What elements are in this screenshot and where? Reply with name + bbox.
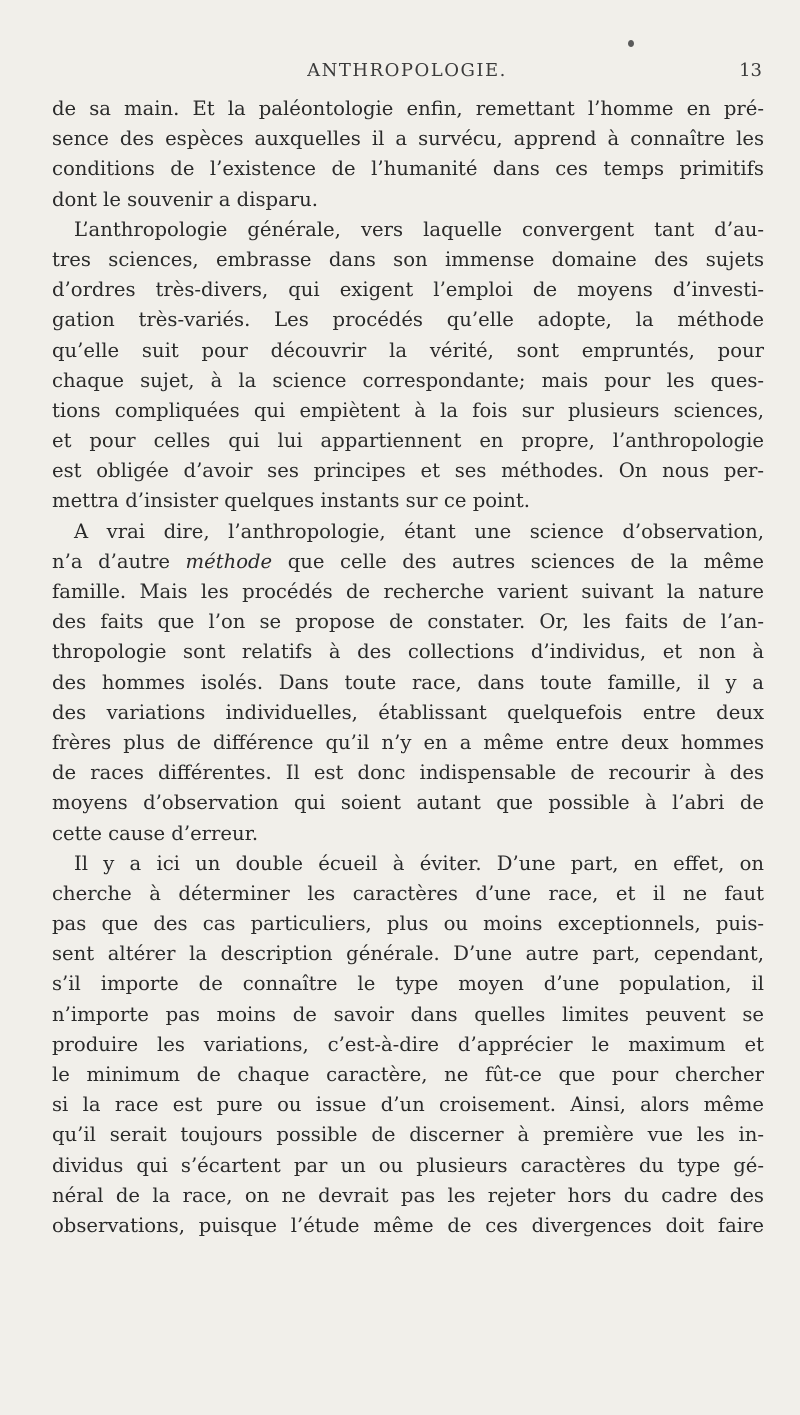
running-title: ANTHROPOLOGIE. — [307, 60, 507, 81]
text-line: conditions de l’existence de l’humanité dans ces temps primitifs — [52, 157, 764, 181]
text-line: est obligée d’avoir ses principes et ses méthodes. On nous per- — [52, 459, 764, 483]
text-line: cherche à déterminer les caractères d’une race, et il ne faut — [52, 881, 764, 905]
text-segment: que celle des autres sciences de la même — [272, 549, 764, 573]
text-line: des variations individuelles, établissant quelquefois entre deux — [52, 700, 764, 724]
text-line: famille. Mais les procédés de recherche varient suivant la nature — [52, 580, 764, 603]
running-header — [52, 60, 762, 84]
text-line: sence des espèces auxquelles il a survécu, apprend à connaître les — [52, 127, 764, 151]
text-line: moyens d’observation qui soient autant que possible à l’abri de — [52, 791, 764, 815]
text-line: cette cause d’erreur. — [52, 821, 259, 845]
text-line: A vrai dire, l’anthropologie, étant une science d’observation, — [74, 519, 764, 543]
text-line: gation très-variés. Les procédés qu’elle adopte, la méthode — [52, 308, 764, 332]
text-line: chaque sujet, à la science correspondante; mais pour les ques- — [52, 368, 764, 392]
text-line: si la race est pure ou issue d’un croisement. Ainsi, alors même — [52, 1093, 764, 1117]
text-line: observations, puisque l’étude même de ces divergences doit faire — [52, 1213, 764, 1237]
text-line: n’importe pas moins de savoir dans quelles limites peuvent se — [52, 1002, 764, 1026]
text-line: et pour celles qui lui appartiennent en propre, l’anthropologie — [52, 429, 764, 453]
text-line: produire les variations, c’est-à-dire d’apprécier le maximum et — [52, 1032, 764, 1056]
text-line: sent altérer la description générale. D’une autre part, cependant, — [52, 942, 764, 966]
text-line: s’il importe de connaître le type moyen d’une population, il — [52, 972, 764, 996]
text-line: dividus qui s’écartent par un ou plusieurs caractères du type gé- — [52, 1153, 764, 1177]
text-line: pas que des cas particuliers, plus ou moins exceptionnels, puis- — [52, 912, 764, 936]
text-line: tres sciences, embrasse dans son immense domaine des sujets — [52, 247, 764, 271]
text-line: de sa main. Et la paléontologie enfin, remettant l’homme en pré- — [52, 97, 764, 120]
text-line: de races différentes. Il est donc indispensable de recourir à des — [52, 761, 764, 785]
page-number: 13 — [739, 60, 762, 81]
text-line: des hommes isolés. Dans toute race, dans toute famille, il y a — [52, 670, 764, 694]
text-line: des faits que l’on se propose de constater. Or, les faits de l’an- — [52, 610, 764, 634]
text-line: L’anthropologie générale, vers laquelle convergent tant d’au- — [74, 217, 764, 241]
text-line: thropologie sont relatifs à des collections d’individus, et non à — [52, 640, 764, 664]
text-line: frères plus de différence qu’il n’y en a même entre deux hommes — [52, 730, 764, 754]
text-line: qu’elle suit pour découvrir la vérité, sont empruntés, pour — [52, 338, 764, 362]
text-line: d’ordres très-divers, qui exigent l’emploi de moyens d’investi- — [52, 278, 764, 302]
text-line: mettra d’insister quelques instants sur ce point. — [52, 489, 531, 513]
print-speck — [628, 40, 634, 47]
text-line: qu’il serait toujours possible de discerner à première vue les in- — [52, 1123, 764, 1147]
body-text — [52, 94, 764, 1241]
text-line: dont le souvenir a disparu. — [52, 187, 318, 211]
text-line: le minimum de chaque caractère, ne fût-ce que pour chercher — [52, 1063, 764, 1086]
text-segment: n’a d’autre — [52, 549, 186, 573]
text-line: tions compliquées qui empiètent à la fois sur plusieurs sciences, — [52, 398, 764, 422]
text-line: Il y a ici un double écueil à éviter. D’une part, en effet, on — [74, 851, 764, 875]
text-line-with-italic — [52, 547, 764, 577]
italic-term: méthode — [185, 549, 273, 573]
text-line: néral de la race, on ne devrait pas les rejeter hors du cadre des — [52, 1183, 764, 1207]
